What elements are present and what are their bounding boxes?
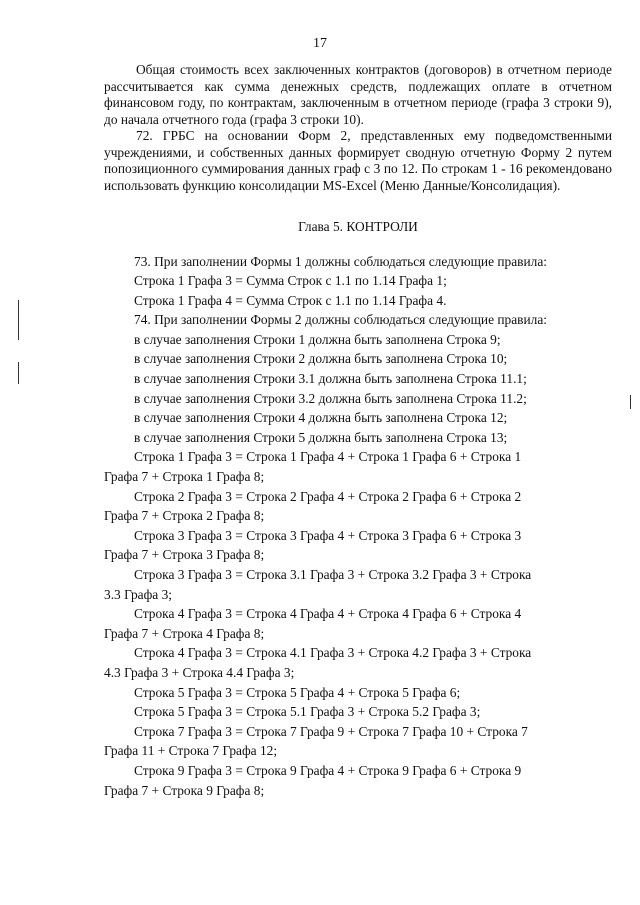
formula-form1-line1: Строка 1 Графа 3 = Сумма Строк с 1.1 по 1.14 Графа 1;	[134, 273, 447, 289]
condition-line: в случае заполнения Строки 4 должна быть заполнена Строка 12;	[134, 410, 508, 426]
formula-continuation: Графа 11 + Строка 7 Графа 12;	[104, 743, 278, 759]
formula-continuation: Графа 7 + Строка 3 Графа 8;	[104, 547, 265, 563]
formula-row4-sum	[104, 643, 612, 682]
formula-line: Строка 3 Графа 3 = Строка 3 Графа 4 + Строка 3 Графа 6 + Строка 3	[134, 527, 522, 543]
formula-line: Строка 1 Графа 3 = Строка 1 Графа 4 + Строка 1 Графа 6 + Строка 1	[134, 449, 522, 465]
formula-row9	[104, 761, 612, 800]
condition-line: в случае заполнения Строки 1 должна быть заполнена Строка 9;	[134, 331, 501, 347]
scan-edge-mark	[630, 395, 631, 409]
formula-row3	[104, 526, 612, 565]
formula-line: Строка 9 Графа 3 = Строка 9 Графа 4 + Строка 9 Графа 6 + Строка 9	[134, 762, 522, 778]
scan-edge-mark	[18, 300, 19, 340]
paragraph-74: 74. При заполнении Формы 2 должны соблюдаться следующие правила:	[134, 312, 548, 328]
formula-continuation: Графа 7 + Строка 2 Графа 8;	[104, 508, 265, 524]
formula-continuation: Графа 7 + Строка 9 Графа 8;	[104, 782, 265, 798]
condition-line: в случае заполнения Строки 3.1 должна быть заполнена Строка 11.1;	[134, 371, 527, 387]
document-body	[104, 62, 612, 800]
formula-row1	[104, 447, 612, 486]
formula-line: Строка 7 Графа 3 = Строка 7 Графа 9 + Строка 7 Графа 10 + Строка 7	[134, 723, 528, 739]
condition-line: в случае заполнения Строки 2 должна быть заполнена Строка 10;	[134, 351, 508, 367]
formula-continuation: Графа 7 + Строка 4 Графа 8;	[104, 625, 265, 641]
condition-line: в случае заполнения Строки 5 должна быть заполнена Строка 13;	[134, 429, 508, 445]
formula-continuation: 4.3 Графа 3 + Строка 4.4 Графа 3;	[104, 664, 295, 680]
formula-line: Строка 3 Графа 3 = Строка 3.1 Графа 3 + Строка 3.2 Графа 3 + Строка	[134, 567, 532, 582]
formula-line: Строка 4 Графа 3 = Строка 4 Графа 4 + Строка 4 Графа 6 + Строка 4	[134, 606, 522, 622]
scan-edge-mark	[18, 362, 19, 384]
formula-row7	[104, 722, 612, 761]
paragraph-total-cost: Общая стоимость всех заключенных контрактов (договоров) в отчетном периоде рассчитывается как сумма денежных средств, подлежащих оплате в отчетном финансовом году, по контрактам, заключенным в отчетном периоде (графа 3 строки 9), до начала отчетного года (графа 3 строки 10).	[104, 62, 612, 127]
formula-row3-sum	[104, 565, 612, 604]
chapter-heading: Глава 5. КОНТРОЛИ	[298, 219, 418, 234]
condition-line: в случае заполнения Строки 3.2 должна быть заполнена Строка 11.2;	[134, 390, 527, 406]
formula-line: Строка 2 Графа 3 = Строка 2 Графа 4 + Строка 2 Графа 6 + Строка 2	[134, 488, 522, 504]
formula-row5-sum: Строка 5 Графа 3 = Строка 5.1 Графа 3 + Строка 5.2 Графа 3;	[134, 704, 481, 720]
formula-continuation: Графа 7 + Строка 1 Графа 8;	[104, 469, 265, 485]
formula-row5: Строка 5 Графа 3 = Строка 5 Графа 4 + Строка 5 Графа 6;	[134, 684, 461, 700]
formula-line: Строка 4 Графа 3 = Строка 4.1 Графа 3 + Строка 4.2 Графа 3 + Строка	[134, 645, 532, 661]
formula-form1-line2: Строка 1 Графа 4 = Сумма Строк с 1.1 по 1.14 Графа 4.	[134, 292, 447, 308]
paragraph-72: 72. ГРБС на основании Форм 2, представленных ему подведомственными учреждениями, и собственных данных формирует сводную отчетную Форму 2 путем попозиционного суммирования данных граф с 3 по 12. По строкам 1 - 16 рекомендовано использовать функцию консолидации MS-Excel (Меню Данные/Консолидация).	[104, 128, 612, 193]
page-number: 17	[313, 36, 327, 51]
formula-row2	[104, 487, 612, 526]
formula-row4	[104, 604, 612, 643]
formula-continuation: 3.3 Графа 3;	[104, 586, 173, 602]
controls-section	[104, 252, 612, 801]
paragraph-73: 73. При заполнении Формы 1 должны соблюдаться следующие правила:	[134, 253, 548, 269]
